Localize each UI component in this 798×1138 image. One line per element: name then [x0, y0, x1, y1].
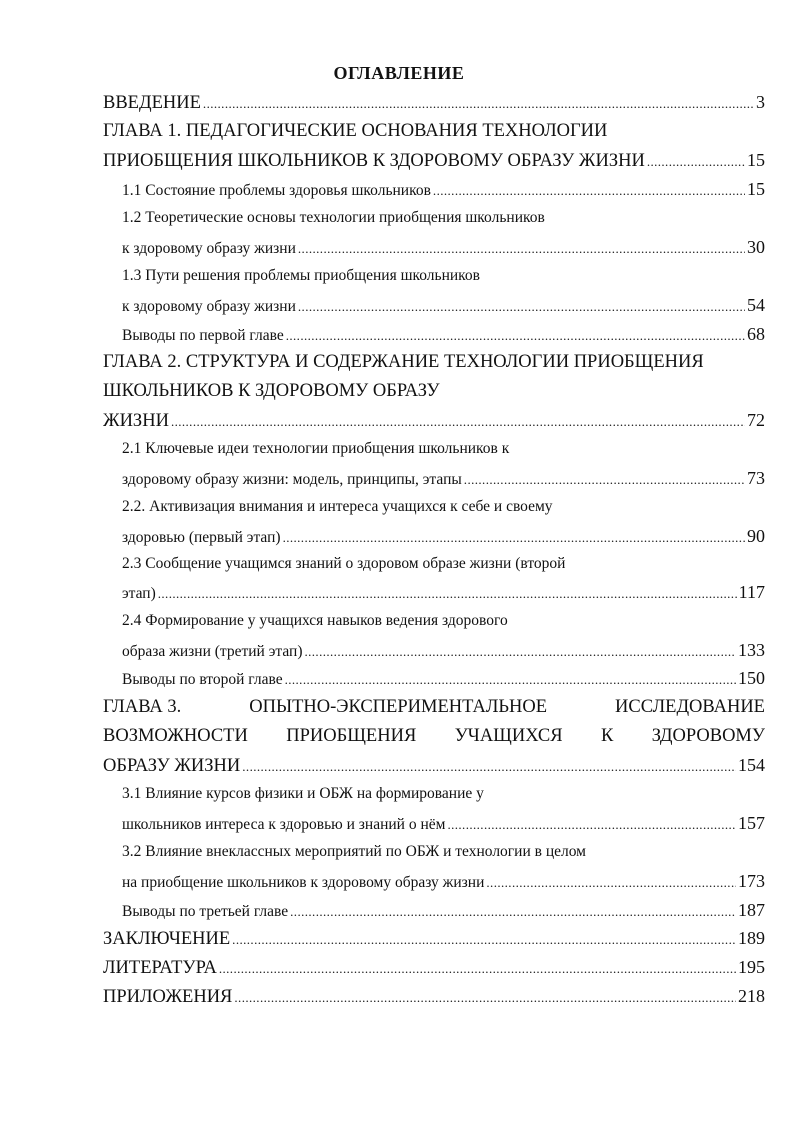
- page-number: 30: [747, 237, 765, 257]
- toc-entry-conclusion[interactable]: [103, 926, 765, 950]
- section-2-1-line-1: 2.1 Ключевые идеи технологии приобщения школьников к: [122, 440, 510, 457]
- dot-leader: [304, 640, 736, 664]
- dot-leader: [647, 150, 745, 174]
- toc-entry-1-3[interactable]: [122, 293, 765, 317]
- toc-heading: ОГЛАВЛЕНИЕ: [333, 63, 465, 83]
- entry-label: ЛИТЕРАТУРА: [103, 958, 217, 978]
- page-number: 154: [738, 755, 765, 775]
- page-number: 73: [747, 468, 765, 488]
- dot-leader: [464, 468, 745, 492]
- dot-leader: [433, 179, 745, 203]
- entry-label: 1.1 Состояние проблемы здоровья школьников: [122, 182, 431, 199]
- toc-entry-2-2[interactable]: [122, 524, 765, 548]
- page-number: 117: [738, 582, 765, 602]
- dot-leader: [234, 986, 736, 1010]
- entry-label: этап): [122, 585, 156, 602]
- entry-label: ОБРАЗУ ЖИЗНИ: [103, 756, 241, 776]
- section-2-2-line-1: 2.2. Активизация внимания и интереса учащихся к себе и своему: [122, 498, 553, 515]
- toc-entry-intro[interactable]: [103, 90, 765, 114]
- entry-label: ЗАКЛЮЧЕНИЕ: [103, 929, 231, 949]
- dot-leader: [486, 871, 736, 895]
- dot-leader: [242, 755, 736, 779]
- toc-entry-appendix[interactable]: [103, 984, 765, 1008]
- entry-label: Выводы по третьей главе: [122, 903, 289, 920]
- dot-leader: [171, 410, 745, 434]
- toc-entry-literature[interactable]: [103, 955, 765, 979]
- chapter-3-title-line-1: ГЛАВА 3. ОПЫТНО-ЭКСПЕРИМЕНТАЛЬНОЕ ИССЛЕДОВАНИЕ: [103, 697, 765, 717]
- entry-label: Выводы по второй главе: [122, 671, 283, 688]
- dot-leader: [219, 957, 736, 981]
- entry-label: здоровому образу жизни: модель, принципы, этапы: [122, 471, 462, 488]
- page-number: 90: [747, 526, 765, 546]
- toc-entry-chapter-2[interactable]: [103, 408, 765, 432]
- toc-entry-chapter-3-conclusion[interactable]: [122, 898, 765, 922]
- toc-entry-2-1[interactable]: [122, 466, 765, 490]
- entry-label: на приобщение школьников к здоровому образу жизни: [122, 874, 485, 891]
- chapter-2-title-line-2: ШКОЛЬНИКОВ К ЗДОРОВОМУ ОБРАЗУ: [103, 381, 440, 401]
- entry-label: к здоровому образу жизни: [122, 298, 296, 315]
- page-number: 15: [747, 179, 765, 199]
- page-number: 189: [738, 928, 765, 948]
- section-3-2-line-1: 3.2 Влияние внеклассных мероприятий по ОБЖ и технологии в целом: [122, 843, 586, 860]
- toc-entry-chapter-3[interactable]: [103, 753, 765, 777]
- entry-label: ПРИЛОЖЕНИЯ: [103, 987, 233, 1007]
- dot-leader: [232, 928, 736, 952]
- page-number: 72: [747, 410, 765, 430]
- toc-entry-3-1[interactable]: [122, 811, 765, 835]
- dot-leader: [298, 237, 745, 261]
- entry-label: ВВЕДЕНИЕ: [103, 93, 201, 113]
- entry-label: ЖИЗНИ: [103, 411, 169, 431]
- toc-entry-2-3[interactable]: [122, 580, 765, 604]
- page-number: 195: [738, 957, 765, 977]
- toc-entry-1-2[interactable]: [122, 235, 765, 259]
- entry-label: школьников интереса к здоровью и знаний о нём: [122, 816, 446, 833]
- toc-entry-3-2[interactable]: [122, 869, 765, 893]
- dot-leader: [158, 582, 737, 606]
- page-number: 150: [738, 668, 765, 688]
- page-number: 173: [738, 871, 765, 891]
- page-number: 133: [738, 640, 765, 660]
- dot-leader: [447, 813, 736, 837]
- page-number: 54: [747, 295, 765, 315]
- section-2-3-line-1: 2.3 Сообщение учащимся знаний о здоровом образе жизни (второй: [122, 555, 566, 572]
- page-number: 187: [738, 900, 765, 920]
- toc-entry-2-4[interactable]: [122, 638, 765, 662]
- section-1-2-line-1: 1.2 Теоретические основы технологии приобщения школьников: [122, 209, 545, 226]
- entry-label: ПРИОБЩЕНИЯ ШКОЛЬНИКОВ К ЗДОРОВОМУ ОБРАЗУ ЖИЗНИ: [103, 151, 645, 171]
- page-number: 15: [747, 150, 765, 170]
- toc-entry-1-1[interactable]: [122, 177, 765, 201]
- toc-entry-chapter-1[interactable]: [103, 148, 765, 172]
- toc-entry-chapter-2-conclusion[interactable]: [122, 666, 765, 690]
- section-1-3-line-1: 1.3 Пути решения проблемы приобщения школьников: [122, 267, 480, 284]
- entry-label: образа жизни (третий этап): [122, 643, 303, 660]
- page-number: 157: [738, 813, 765, 833]
- dot-leader: [283, 526, 745, 550]
- entry-label: здоровью (первый этап): [122, 529, 281, 546]
- section-2-4-line-1: 2.4 Формирование у учащихся навыков ведения здорового: [122, 612, 508, 629]
- dot-leader: [203, 92, 754, 116]
- dot-leader: [286, 324, 745, 348]
- page-number: 68: [747, 324, 765, 344]
- dot-leader: [298, 295, 745, 319]
- page-number: 218: [738, 986, 765, 1006]
- page-number: 3: [756, 92, 765, 112]
- toc-entry-chapter-1-conclusion[interactable]: [122, 322, 765, 346]
- dot-leader: [285, 668, 736, 692]
- chapter-3-title-line-2: ВОЗМОЖНОСТИ ПРИОБЩЕНИЯ УЧАЩИХСЯ К ЗДОРОВОМУ: [103, 726, 765, 746]
- dot-leader: [290, 900, 736, 924]
- entry-label: к здоровому образу жизни: [122, 240, 296, 257]
- entry-label: Выводы по первой главе: [122, 327, 284, 344]
- section-3-1-line-1: 3.1 Влияние курсов физики и ОБЖ на формирование у: [122, 785, 484, 802]
- chapter-2-title-line-1: ГЛАВА 2. СТРУКТУРА И СОДЕРЖАНИЕ ТЕХНОЛОГИИ ПРИОБЩЕНИЯ: [103, 352, 704, 372]
- chapter-1-title-line-1: ГЛАВА 1. ПЕДАГОГИЧЕСКИЕ ОСНОВАНИЯ ТЕХНОЛОГИИ: [103, 121, 608, 141]
